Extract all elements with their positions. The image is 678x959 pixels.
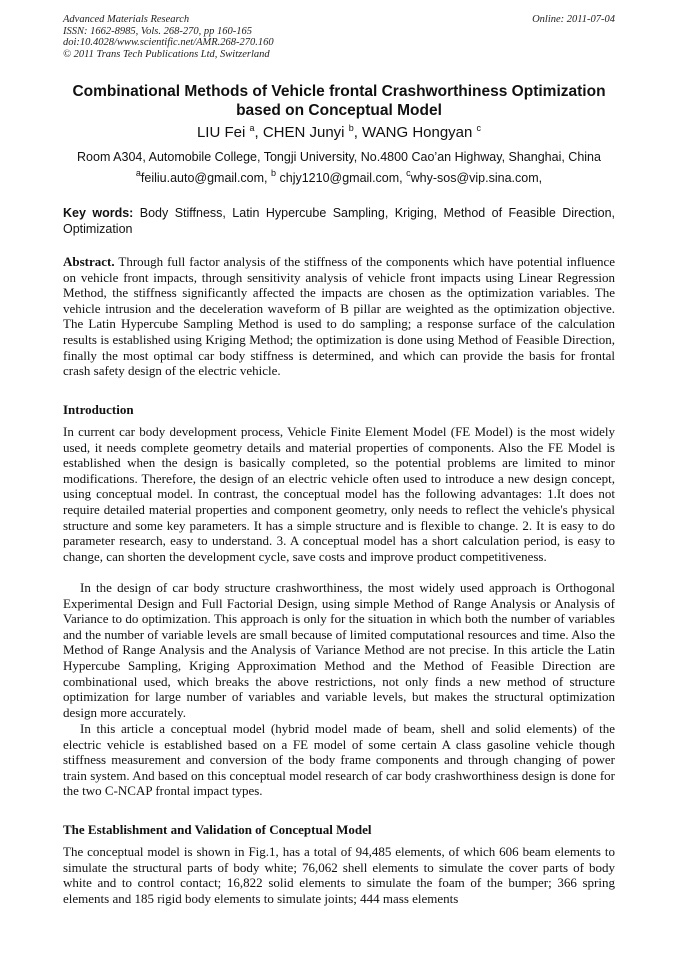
keywords-label: Key words: [63, 206, 134, 220]
email-list [40, 168, 638, 186]
abstract-label: Abstract. [63, 254, 115, 269]
journal-name: Advanced Materials Research [63, 14, 190, 25]
author-separator: , [353, 124, 363, 141]
email-2[interactable]: chjy1210@gmail.com, [276, 171, 407, 185]
issn-line: ISSN: 1662-8985, Vols. 268-270, pp 160-165 [63, 25, 252, 37]
keywords-text: Body Stiffness, Latin Hypercube Sampling, Kriging, Method of Feasible Direction, Optimization [63, 206, 615, 236]
affiliation: Room A304, Automobile College, Tongji University, No.4800 Cao’an Highway, Shanghai, China [77, 150, 601, 164]
abstract-text: Through full factor analysis of the stiffness of the components which have potential influence on vehicle front impacts, through sensitivity analysis of vehicle front impacts using Linear Regression Method, the stiffness significantly affected the impacts are chosen as the optimization variables. The vehicle intrusion and the deceleration waveform of B pillar are weighted as the optimization objective. The Latin Hypercube Sampling Method is used to do sampling; a response surface of the calculation results is established using Kriging Method; the optimization is done using Method of Feasible Direction, finally the most optimal car body stiffness is determined, and which can provide the basis for frontal crash safety design of the electric vehicle. [63, 254, 615, 379]
introduction-heading: Introduction [63, 402, 134, 417]
copyright-line: © 2011 Trans Tech Publications Ltd, Switzerland [63, 48, 270, 60]
author-2: CHEN Junyi [262, 124, 345, 141]
email-3[interactable]: why-sos@vip.sina.com, [410, 171, 543, 185]
author-1-sup: a [249, 123, 255, 133]
section-heading-conceptual-model: The Establishment and Validation of Conceptual Model [63, 822, 372, 837]
author-separator: , [254, 124, 263, 141]
title-line-1: Combinational Methods of Vehicle frontal Crashworthiness Optimization [72, 83, 606, 100]
email-1[interactable]: feiliu.auto@gmail.com, [140, 171, 271, 185]
email-1-sup: a [135, 168, 141, 178]
doi-line: doi:10.4028/www.scientific.net/AMR.268-270.160 [63, 37, 274, 48]
journal-header [63, 14, 615, 60]
email-3-sup: c [406, 168, 411, 178]
keywords [63, 206, 615, 237]
introduction-paragraph-2: In the design of car body structure crashworthiness, the most widely used approach is Orthogonal Experimental Design and Full Factorial Design, using simple Method of Range Analysis or Analysis of Variance to do optimization. This approach is only for the situation in which both the number of variables and the number of variable levels are small because of limited computational resources and time. Also the Method of Range Analysis and the Analysis of Variance Method are not precise. In this article the Latin Hypercube Sampling, Kriging Approximation Method and the Method of Feasible Direction are combinational used, which breaks the above restrictions, not only finds a new method of structure optimization for large number of variables and variable levels, but makes the structural optimization design more accurately. [63, 580, 615, 720]
introduction-paragraph-1: In current car body development process, Vehicle Finite Element Model (FE Model) is the most widely used, it needs complete geometry details and material properties of components. Also the FE Model is established when the design is basically completed, so the potential problems are limited to minor modifications. Therefore, the design of an electric vehicle often used to introduce a new design concept, using conceptual model. In contrast, the conceptual model has the following advantages: 1.It does not require detailed material properties and component geometry, only needs to reflect the vehicle's physical structure and some key parameters. It has a simple structure and is flexible to change. 2. It is easy to do parameter research, easy to understand. 3. A conceptual model has a short calculation period, is easy to change, can shorten the development cycle, save costs and improve product competitiveness. [63, 424, 615, 564]
introduction-paragraph-3: In this article a conceptual model (hybrid model made of beam, shell and solid elements) of the electric vehicle is established based on a FE model of some certain A class gasoline vehicle though stiffness measurement and conversion of the body frame components and through changing of power train system. And based on this conceptual model research of car body crashworthiness design is done for the two C-NCAP frontal impact types. [63, 721, 615, 799]
conceptual-model-paragraph-1: The conceptual model is shown in Fig.1, has a total of 94,485 elements, of which 606 beam elements to simulate the structural parts of body white; 76,062 shell elements to simulate the cover parts of body white and to control contact; 16,822 solid elements to simulate the foam of the bumper; 366 spring elements and 185 rigid body elements to simulate joints; 444 mass elements [63, 844, 615, 906]
author-list [40, 124, 638, 142]
author-2-sup: b [348, 123, 354, 133]
abstract [63, 254, 615, 379]
email-2-sup: b [271, 168, 277, 178]
author-3-sup: c [476, 123, 482, 133]
author-3: WANG Hongyan [362, 124, 473, 141]
online-date: Online: 2011-07-04 [532, 14, 615, 25]
paper-title [40, 82, 638, 120]
title-line-2: based on Conceptual Model [236, 102, 442, 119]
author-1: LIU Fei [196, 124, 246, 141]
